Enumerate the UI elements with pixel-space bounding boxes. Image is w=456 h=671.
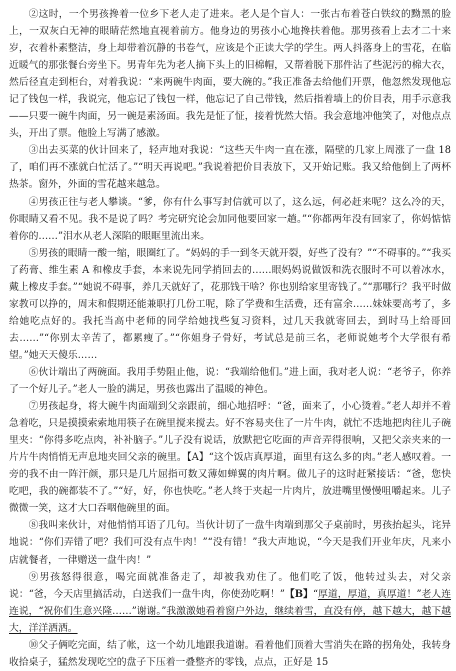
paragraph-text: ⑦男孩起身，将大碗牛肉面端到父亲跟前，细心地招呼：“爸，面来了，小心烫着。”老人却并不着急着吃，只是摸摸索索地用筷子在碗里搅来搅去。好不容易夹住了一片牛肉，就忙不迭地把肉往儿子碗里夹：“你得多吃点肉，补补脑子。”儿子没有说话，放默把它吃面的声音弄得很响，又把父亲夹来的一片片牛肉悄悄无声息地夹回父亲的碗里。【A】“这个饭店真厚道，面里有这么多的肉。”老人感叹着。一旁的我不由一阵汗颜，那只是几片屈指可数又薄如蝉翼的肉片啊。做儿子的这时赶紧接话：“爸，您快吃吧，我的碗都装不了。”“好，好，你也快吃。”老人终于夹起一片肉片，放进嘴里慢慢咀嚼起来。儿子微微一笑，这才大口吞咽他碗里的面。 xyxy=(9,401,451,515)
paragraph-8 xyxy=(9,517,451,568)
paragraph-6 xyxy=(9,364,451,398)
paragraph-text: ②这时，一个男孩搀着一位乡下老人走了进来。老人是个盲人：一张古布着苍白铁纹的黝黑的脸上，一双灰白无神的眼睛茫然地直视着前方。他身边的男孩小心地搀扶着他。那男孩看上去才二十来岁，衣着朴素整洁，身上却带着沉静的书卷气，应该是个正读大学的学生。两人抖落身上的雪花，在临近暖气的那张餐台旁坐下。男青年先为老人摘下头上的旧棉帽，又帮着脱下那件沾了些泥污的棉大衣，然后径直走到柜台，对着我说：“来两碗牛肉面，要大碗的。”我正准备去给他们开票，他忽然发现他忘记了钱包一样，我说完，他忘记了钱包一样，他忘记了自己带钱，然后指着墙上的价目表，用手示意我——只要一碗牛肉面，另一碗是素汤面。我先是怔了怔，接着恍然大悟。我会意地冲他笑了，对他点点头，开出了票。他脸上写满了感激。 xyxy=(9,9,451,140)
paragraph-text: “ xyxy=(312,588,318,600)
underlined-text: 厚道，厚道，真厚道！”老人连连说，“祝你们生意兴隆……”谢谢。”我激激她看着窗户外边，继续着雪，直没有停，越下越大，越下越大，洋洋洒洒。 xyxy=(9,588,452,634)
paragraph-text: ⑧我叫来伙计，对他悄悄耳语了几句。当伙计切了一盘牛肉端到那父子桌前时，男孩抬起头，诧异地说：“你们弄错了吧？我们可没有点牛肉！”“没有错！”我大声地说，“今天是我们开业年庆，凡来小店就餐者，一律赠送一盘牛肉！” xyxy=(9,520,451,566)
paragraph-text: ④男孩正往与老人攀谈。“爹，你有什么事写封信就可以了，这么远，何必赶来呢？这么冷的天，你眼睛又看不见。我不是说了吗？考完研究论会加同他要回家一趟。”“你都两年没有回家了，你妈惦惦着你的……”泪水从老人深陷的眼眶里流出来。 xyxy=(9,196,451,242)
paragraph-9 xyxy=(9,569,451,637)
paragraph-4 xyxy=(9,194,451,245)
paragraph-5 xyxy=(9,245,451,364)
marker-label: 【B】 xyxy=(284,588,313,600)
paragraph-text: ⑥伙计端出了两碗面。我用手势阻止他，说：“我端给他们。”进上面，我对老人说：“老爷子，你养了一个好儿子。”老人一脸的满足，男孩也露出了温暖的神色。 xyxy=(9,366,451,396)
paragraph-10 xyxy=(9,637,451,671)
paragraph-text: ⑤男孩的眼睛一酸一缩，眼圈红了。“妈妈的手一到冬天就开裂，好些了没有？”“不碍事的。”“我买了药膏、维生素 A 和橡皮手套，本来说先同学捎回去的……眼妈妈说做饭和洗衣服时不可以着冰水，戴上橡皮手套。”“她说不碍事，养几天就好了，花那钱干啥？你也别给家里寄钱了。”“那哪行？我平时做家教可以挣的，周末和假期还能兼职打几份工呢，除了学费和生活费，还有富余……妹妹要高考了，多给她吃点好的。我托当高中老师的同学给她找些复习资料，过几天我就寄回去，到时马上给哥回去……”“你别太辛苦了，都累瘦了。”“你姐身子骨好，考试总是前三名，老师说她考个大学很有希望。”她天天傻乐…… xyxy=(9,247,451,361)
paragraph-text: ③出去买菜的伙计回来了，轻声地对我说：“这些天牛肉一直在涨，隔壁的几家上周涨了一盘 18 了，咱们再不涨就白忙活了。”“明天再说吧。”我说着把价目表放下，又开始记账。我又给他倒上了两杯热茶。窗外，外面的雪花越来越急。 xyxy=(9,145,451,191)
paragraph-3 xyxy=(9,142,451,193)
paragraph-7 xyxy=(9,398,451,517)
paragraph-text: ⑨男孩怒得很意，喝完面就准备走了，却被我劝住了。他们吃了饭，他转过头去，对父亲说：“爸，今天店里搞活动，白送我们一盘牛肉，你使劲吃啊！” xyxy=(9,571,451,600)
paragraph-text: ⑩父子俩吃完面，结了帐，这一个幼儿地跟我道谢。看着他们顶着大雪消失在路的拐角处，我转身收拾桌子，猛然发现吃空的盘子下压着一叠整齐的零钱，点点，正好是 15 xyxy=(9,639,451,668)
paragraph-2 xyxy=(9,6,451,142)
